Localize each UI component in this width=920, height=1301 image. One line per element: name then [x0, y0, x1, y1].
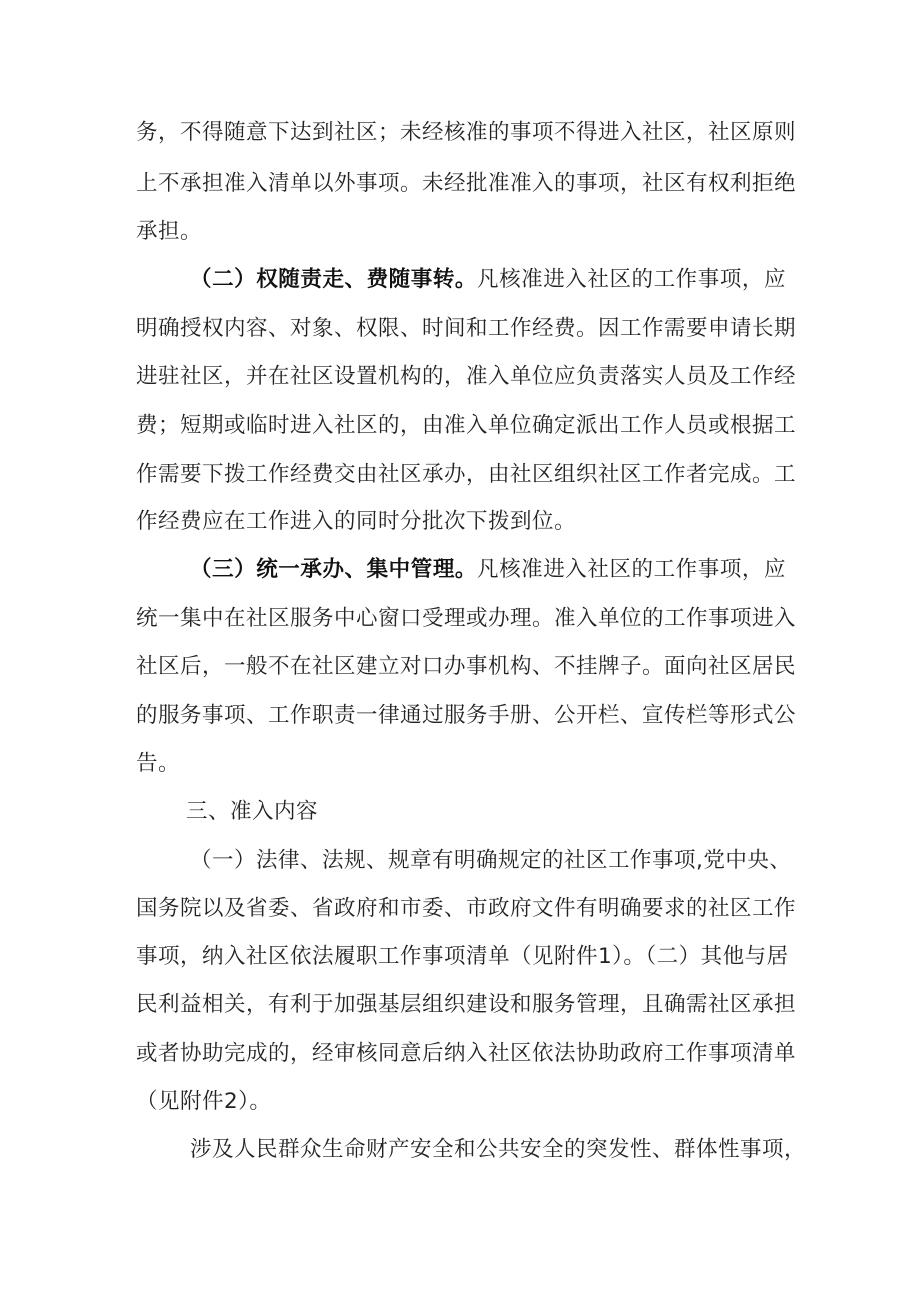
- paragraph-2-line-3: 进驻社区，并在社区设置机构的，准入单位应负责落实人员及工作经: [136, 364, 797, 389]
- paragraph-3-line-1-text: 凡核准进入社区的工作事项，应: [477, 557, 786, 582]
- paragraph-1-line-1: 务，不得随意下达到社区；未经核准的事项不得进入社区，社区原则: [136, 120, 797, 145]
- paragraph-3-line-2: 统一集中在社区服务中心窗口受理或办理。准入单位的工作事项进入: [136, 606, 797, 631]
- paragraph-1-line-2: 上不承担准入清单以外事项。未经批准准入的事项，社区有权利拒绝: [136, 171, 797, 196]
- paragraph-2-line-6: 作经费应在工作进入的同时分批次下拨到位。: [136, 509, 577, 534]
- paragraph-4-line-6: （见附件2）。: [136, 1089, 272, 1114]
- paragraph-4-line-5: 或者协助完成的，经审核同意后纳入社区依法协助政府工作事项清单: [136, 1041, 797, 1066]
- paragraph-2-line-2: 明确授权内容、对象、权限、时间和工作经费。因工作需要申请长期: [136, 316, 797, 341]
- section-3-heading: 三、准入内容: [186, 799, 319, 824]
- paragraph-3-line-3: 社区后，一般不在社区建立对口办事机构、不挂牌子。面向社区居民: [136, 654, 797, 679]
- paragraph-2-heading: （二）权随责走、费随事转。: [190, 267, 477, 292]
- paragraph-4-line-3: 事项，纳入社区依法履职工作事项清单（见附件1）。（二）其他与居: [136, 944, 789, 969]
- paragraph-3-line-4: 的服务事项、工作职责一律通过服务手册、公开栏、宣传栏等形式公: [136, 703, 797, 728]
- paragraph-1-line-3: 承担。: [136, 219, 203, 244]
- paragraph-2-line-1: [190, 269, 786, 291]
- paragraph-3-line-5: 告。: [136, 751, 181, 776]
- paragraph-3-heading: （三）统一承办、集中管理。: [190, 557, 477, 582]
- paragraph-4-line-2: 国务院以及省委、省政府和市委、市政府文件有明确要求的社区工作: [136, 896, 797, 921]
- paragraph-5-line-1: 涉及人民群众生命财产安全和公共安全的突发性、群体性事项，: [190, 1137, 807, 1162]
- paragraph-2-line-4: 费；短期或临时进入社区的，由准入单位确定派出工作人员或根据工: [136, 413, 797, 438]
- paragraph-2-line-1-text: 凡核准进入社区的工作事项，应: [477, 267, 786, 292]
- paragraph-4-line-4: 民利益相关，有利于加强基层组织建设和服务管理，且确需社区承担: [136, 992, 797, 1017]
- paragraph-2-line-5: 作需要下拨工作经费交由社区承办，由社区组织社区工作者完成。工: [136, 462, 797, 487]
- paragraph-3-line-1: [190, 559, 786, 581]
- paragraph-4-line-1: （一）法律、法规、规章有明确规定的社区工作事项,党中央、: [190, 848, 792, 873]
